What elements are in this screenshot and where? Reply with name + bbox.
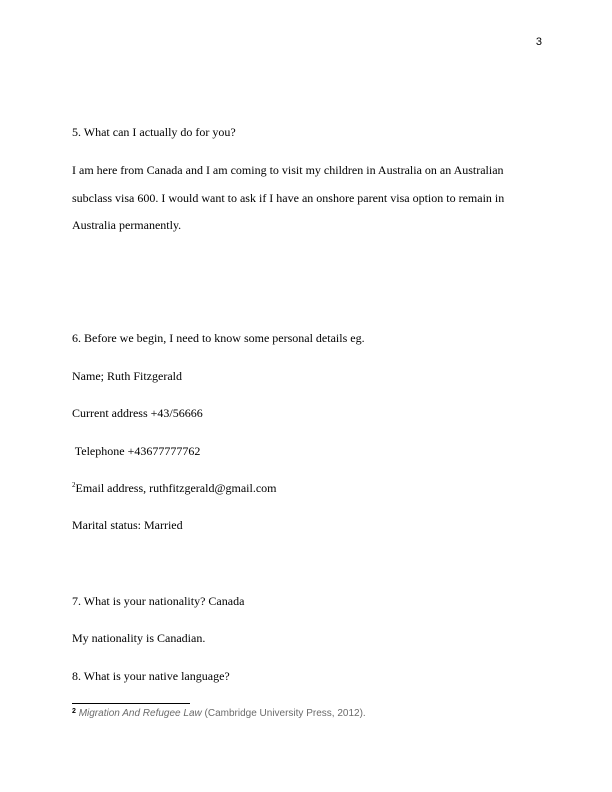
- footnote-separator: [72, 703, 190, 704]
- answer-7: My nationality is Canadian.: [72, 631, 206, 645]
- footnote: [72, 708, 542, 720]
- footnote-title: Migration And Refugee Law: [78, 708, 202, 719]
- footnote-reference: 2: [72, 481, 76, 489]
- answer-5-line-2: subclass visa 600. I would want to ask if I have an onshore parent visa option to remain in: [72, 191, 505, 205]
- detail-name: Name; Ruth Fitzgerald: [72, 369, 182, 383]
- answer-5-line-1: I am here from Canada and I am coming to visit my children in Australia on an Australian: [72, 163, 504, 177]
- question-6: 6. Before we begin, I need to know some personal details eg.: [72, 331, 365, 345]
- detail-telephone: Telephone +43677777762: [72, 444, 201, 458]
- footnote-mark: 2: [72, 708, 76, 715]
- detail-marital-status: Marital status: Married: [72, 518, 183, 532]
- detail-email: [72, 481, 542, 495]
- question-7: 7. What is your nationality? Canada: [72, 594, 245, 608]
- question-5: 5. What can I actually do for you?: [72, 125, 236, 139]
- detail-address: Current address +43/56666: [72, 406, 203, 420]
- question-8: 8. What is your native language?: [72, 669, 230, 683]
- page-number: 3: [535, 36, 542, 48]
- answer-5-line-3: Australia permanently.: [72, 218, 182, 232]
- footnote-publisher: (Cambridge University Press, 2012).: [201, 708, 366, 719]
- detail-email-text: Email address, ruthfitzgerald@gmail.com: [75, 481, 277, 495]
